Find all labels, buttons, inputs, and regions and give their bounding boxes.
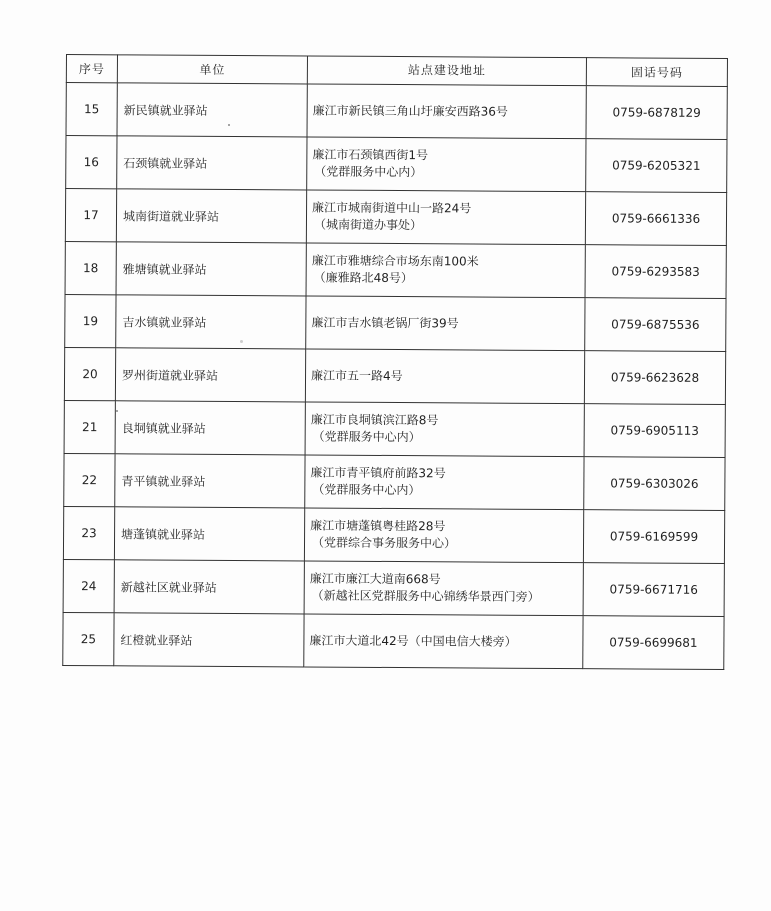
row-unit: 吉水镇就业驿站 bbox=[116, 295, 306, 349]
row-phone: 0759-6699681 bbox=[583, 616, 724, 670]
row-unit: 罗州街道就业驿站 bbox=[115, 348, 305, 402]
row-number: 23 bbox=[63, 506, 114, 559]
header-row bbox=[66, 55, 727, 87]
row-unit: 石颈镇就业驿站 bbox=[117, 136, 307, 190]
row-address bbox=[307, 137, 586, 192]
row-address bbox=[306, 190, 585, 245]
row-number: 15 bbox=[66, 83, 117, 136]
row-phone: 0759-6293583 bbox=[585, 245, 726, 299]
table-row bbox=[63, 506, 724, 563]
row-address bbox=[304, 614, 583, 669]
address-line: 廉江市廉江大道南668号 bbox=[309, 571, 441, 587]
table-body bbox=[63, 83, 728, 670]
address-line: 廉江市大道北42号（中国电信大楼旁） bbox=[309, 632, 517, 649]
header-no: 序号 bbox=[66, 55, 117, 83]
row-unit: 红橙就业驿站 bbox=[114, 613, 304, 667]
table-row bbox=[65, 189, 726, 246]
address-line: （城南街道办事处） bbox=[313, 217, 423, 233]
row-number: 20 bbox=[64, 347, 115, 400]
row-phone: 0759-6875536 bbox=[585, 298, 726, 352]
row-number: 22 bbox=[64, 453, 115, 506]
table-row bbox=[66, 83, 727, 140]
station-table bbox=[62, 54, 728, 670]
row-phone: 0759-6905113 bbox=[584, 404, 725, 458]
table-header bbox=[66, 55, 727, 87]
table-row bbox=[63, 612, 724, 669]
header-address: 站点建设地址 bbox=[307, 56, 586, 86]
row-unit: 雅塘镇就业驿站 bbox=[116, 242, 306, 296]
table-row bbox=[65, 294, 726, 351]
address-line: （党群服务中心内） bbox=[312, 429, 421, 445]
table-row bbox=[64, 347, 725, 404]
address-line: 廉江市城南街道中山一路24号 bbox=[312, 200, 472, 216]
table-row bbox=[65, 241, 726, 298]
row-address bbox=[305, 349, 584, 404]
address-line: （党群综合事务服务中心） bbox=[311, 535, 457, 551]
address-line: 廉江市青平镇府前路32号 bbox=[310, 465, 446, 481]
scan-speck bbox=[240, 340, 243, 343]
table-row bbox=[64, 400, 725, 457]
row-number: 16 bbox=[66, 136, 117, 189]
address-line: （新越社区党群服务中心锦绣华景西门旁） bbox=[311, 588, 540, 604]
table-row bbox=[66, 136, 727, 193]
table-row bbox=[64, 453, 725, 510]
address-line: 廉江市石颈镇西街1号 bbox=[312, 147, 429, 163]
row-unit: 新越社区就业驿站 bbox=[114, 560, 304, 614]
row-unit: 城南街道就业驿站 bbox=[116, 189, 306, 243]
address-line: （党群服务中心内） bbox=[314, 164, 423, 180]
row-phone: 0759-6303026 bbox=[584, 457, 725, 511]
row-phone: 0759-6878129 bbox=[586, 86, 727, 140]
row-address bbox=[305, 402, 584, 457]
address-line: 廉江市塘蓬镇粤桂路28号 bbox=[310, 518, 446, 534]
address-line: （廉雅路北48号） bbox=[313, 270, 413, 286]
row-phone: 0759-6169599 bbox=[583, 510, 724, 564]
address-line: 廉江市新民镇三角山圩廉安西路36号 bbox=[312, 103, 508, 119]
row-address bbox=[306, 243, 585, 298]
row-number: 17 bbox=[65, 189, 116, 242]
row-phone: 0759-6205321 bbox=[586, 139, 727, 193]
row-phone: 0759-6623628 bbox=[584, 351, 725, 405]
row-unit: 新民镇就业驿站 bbox=[117, 83, 307, 137]
row-unit: 青平镇就业驿站 bbox=[115, 454, 305, 508]
row-address bbox=[306, 296, 585, 351]
address-line: 廉江市良垌镇滨江路8号 bbox=[310, 412, 439, 428]
scan-speck bbox=[116, 410, 118, 412]
row-address bbox=[304, 508, 583, 563]
row-phone: 0759-6661336 bbox=[585, 192, 726, 246]
row-unit: 良垌镇就业驿站 bbox=[115, 401, 305, 455]
row-number: 21 bbox=[64, 400, 115, 453]
address-line: 廉江市五一路4号 bbox=[311, 368, 403, 383]
row-unit: 塘蓬镇就业驿站 bbox=[114, 507, 304, 561]
row-number: 25 bbox=[63, 612, 114, 665]
scan-speck bbox=[228, 124, 230, 126]
row-number: 19 bbox=[65, 294, 116, 347]
address-line: 廉江市吉水镇老锅厂街39号 bbox=[311, 315, 459, 330]
address-line: 廉江市雅塘综合市场东南100米 bbox=[311, 253, 479, 269]
header-unit: 单位 bbox=[117, 55, 307, 84]
row-number: 24 bbox=[63, 559, 114, 612]
header-phone: 固话号码 bbox=[586, 58, 727, 87]
row-address bbox=[304, 561, 583, 616]
row-address bbox=[305, 455, 584, 510]
table-row bbox=[63, 559, 724, 616]
row-address bbox=[307, 84, 586, 139]
row-number: 18 bbox=[65, 241, 116, 294]
address-line: （党群服务中心内） bbox=[312, 482, 421, 498]
row-phone: 0759-6671716 bbox=[583, 563, 724, 617]
